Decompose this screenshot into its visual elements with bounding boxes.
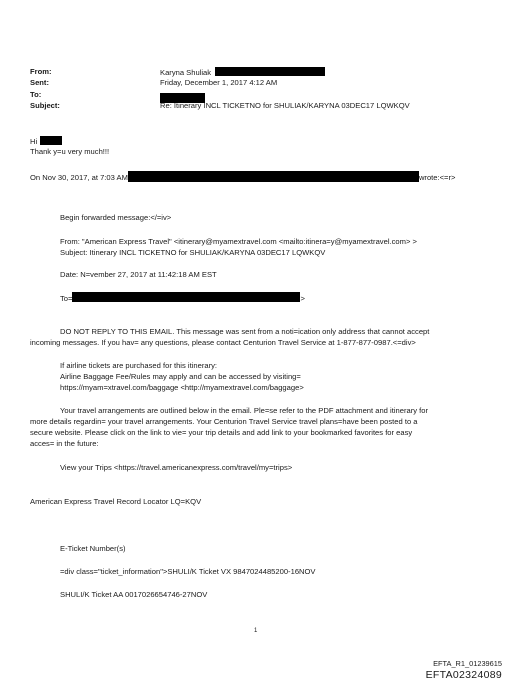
forwarded-to-prefix: To=: [60, 294, 73, 303]
view-trips-link[interactable]: View your Trips <https://travel.americanexpress.com/travel/my=trips>: [60, 463, 293, 472]
notice-line-1: DO NOT REPLY TO THIS EMAIL. This message was sent from a noti=ication only address that cannot accept: [60, 327, 430, 336]
sent-value: Friday, December 1, 2017 4:12 AM: [160, 78, 278, 87]
sent-label: Sent:: [30, 78, 49, 87]
greeting: Hi: [30, 137, 38, 146]
baggage-line-1: If airline tickets are purchased for this itinerary:: [60, 361, 218, 370]
forwarded-subject: Subject: Itinerary INCL TICKETNO for SHULIAK/KARYNA 03DEC17 LQWKQV: [60, 248, 326, 257]
redaction-bar: [128, 171, 419, 182]
forwarded-to: [60, 292, 305, 304]
greeting-line: [30, 136, 62, 147]
from-label: From:: [30, 67, 52, 76]
page-number: 1: [254, 628, 258, 634]
arrangements-line-4: acces= in the future:: [30, 439, 99, 448]
redaction-bar: [40, 136, 62, 145]
bates-large: EFTA02324089: [425, 669, 502, 681]
bates-small: EFTA_R1_01239615: [433, 659, 502, 668]
thanks-line: Thank y=u very much!!!: [30, 147, 110, 156]
baggage-link[interactable]: https://myam=xtravel.com/baggage <http://myamextravel.com/baggage>: [60, 383, 304, 392]
forwarded-from: From: "American Express Travel" <itinerary@myamextravel.com <mailto:itinera=y@myamextravel.com> >: [60, 237, 417, 246]
ticket-line-1: =div class="ticket_information">SHULI/K Ticket VX 9847024485200-16NOV: [60, 567, 316, 576]
redaction-bar: [215, 67, 325, 76]
arrangements-line-2: more details regardin= your travel arrangements. Your Centurion Travel Service travel plans=have been posted to a: [30, 417, 418, 426]
quote-prefix: On Nov 30, 2017, at 7:03 AM: [30, 173, 128, 182]
eticket-heading: E-Ticket Number(s): [60, 544, 126, 553]
ticket-line-2: SHULI/K Ticket AA 0017026654746-27NOV: [60, 590, 208, 599]
quote-suffix: wrote:<=r>: [418, 173, 456, 182]
to-label: To:: [30, 90, 42, 99]
quote-line: [30, 171, 455, 183]
forwarded-to-suffix: >: [300, 294, 305, 303]
subject-label: Subject:: [30, 101, 60, 110]
notice-line-2: incoming messages. If you hav= any questions, please contact Centurion Travel Service at 1-877-877-0987.<=div>: [30, 338, 416, 347]
arrangements-line-3: secure website. Please click on the link to vie= your trip details and add link to your bookmarked favorites for easy: [30, 428, 413, 437]
subject-value: Re: Itinerary INCL TICKETNO for SHULIAK/KARYNA 03DEC17 LQWKQV: [160, 101, 410, 110]
record-locator: American Express Travel Record Locator LQ=KQV: [30, 497, 202, 506]
forwarded-begin: Begin forwarded message:</=iv>: [60, 213, 172, 222]
from-value: [160, 67, 325, 78]
baggage-line-2: Airline Baggage Fee/Rules may apply and can be accessed by visiting=: [60, 372, 301, 381]
redaction-bar: [72, 292, 300, 302]
forwarded-date: Date: N=vember 27, 2017 at 11:42:18 AM EST: [60, 270, 217, 279]
from-name: Karyna Shuliak: [160, 68, 212, 77]
arrangements-line-1: Your travel arrangements are outlined below in the email. Ple=se refer to the PDF attachment and itinerary for: [60, 406, 428, 415]
